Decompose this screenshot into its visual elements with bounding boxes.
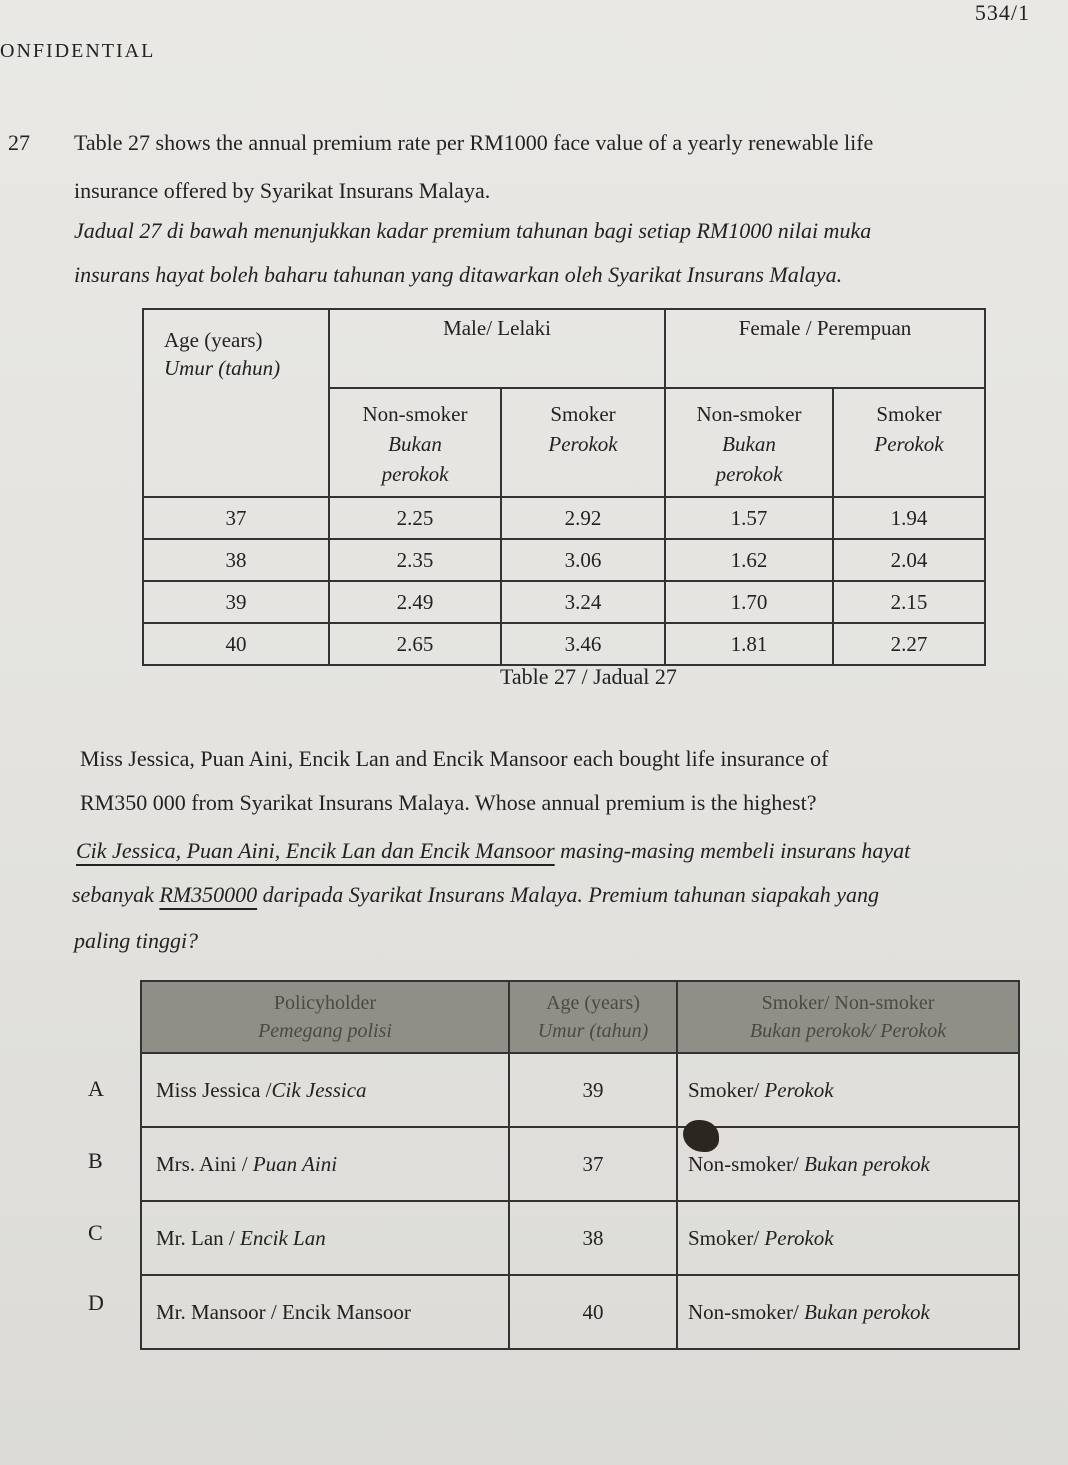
age-header-ms: Umur (tahun) [164,356,281,380]
male-header: Male/ Lelaki [329,309,665,388]
page-code: 534/1 [974,0,1030,25]
premium-rate-table [142,308,986,666]
option-row-c: Mr. Lan / Encik Lan 38 Smoker/ Perokok [141,1201,1019,1275]
age-header-en: Age (years) [164,328,263,352]
prompt-malay-line-1: Cik Jessica, Puan Aini, Encik Lan dan Encik Mansoor masing-masing membeli insurans hayat [76,838,911,863]
male-smoker-header: Smoker Perokok [501,388,665,497]
rate-row: 38 2.35 3.06 1.62 2.04 [143,539,985,581]
policyholder-table [140,980,1020,1350]
option-label-c[interactable]: C [88,1220,103,1245]
prompt-english-line-1: Miss Jessica, Puan Aini, Encik Lan and Encik Mansoor each bought life insurance of [80,746,829,771]
female-non-smoker-header: Non-smoker Bukan perokok [665,388,833,497]
question-english-line-1: Table 27 shows the annual premium rate per RM1000 face value of a yearly renewable life [74,130,874,155]
question-malay-line-2: insurans hayat boleh baharu tahunan yang ditawarkan oleh Syarikat Insurans Malaya. [74,262,843,287]
female-smoker-header: Smoker Perokok [833,388,985,497]
prompt-english-line-2: RM350 000 from Syarikat Insurans Malaya. Whose annual premium is the highest? [80,790,817,815]
policyholder-table-header: Policyholder Pemegang polisi Age (years) Umur (tahun) Smoker/ Non-smoker Bukan perokok/ Perokok [141,981,1019,1053]
confidential-label: ONFIDENTIAL [0,40,156,62]
rate-row: 40 2.65 3.46 1.81 2.27 [143,623,985,665]
question-number: 27 [8,130,30,155]
rate-row: 37 2.25 2.92 1.57 1.94 [143,497,985,539]
option-row-d: Mr. Mansoor / Encik Mansoor 40 Non-smoker/ Bukan perokok [141,1275,1019,1349]
male-non-smoker-header: Non-smoker Bukan perokok [329,388,501,497]
prompt-malay-line-2: sebanyak RM350000 daripada Syarikat Insurans Malaya. Premium tahunan siapakah yang [72,882,879,907]
female-header: Female / Perempuan [665,309,985,388]
option-label-d[interactable]: D [88,1290,104,1315]
rate-row: 39 2.49 3.24 1.70 2.15 [143,581,985,623]
question-english-line-2: insurance offered by Syarikat Insurans Malaya. [74,178,491,203]
option-label-b[interactable]: B [88,1148,103,1173]
option-label-a[interactable]: A [88,1076,104,1101]
question-malay-line-1: Jadual 27 di bawah menunjukkan kadar premium tahunan bagi setiap RM1000 nilai muka [74,218,872,243]
age-header [143,309,329,497]
prompt-malay-line-3: paling tinggi? [74,928,199,953]
option-row-b: Mrs. Aini / Puan Aini 37 Non-smoker/ Bukan perokok [141,1127,1019,1201]
table-caption: Table 27 / Jadual 27 [500,664,677,689]
option-row-a: Miss Jessica /Cik Jessica 39 Smoker/ Perokok [141,1053,1019,1127]
